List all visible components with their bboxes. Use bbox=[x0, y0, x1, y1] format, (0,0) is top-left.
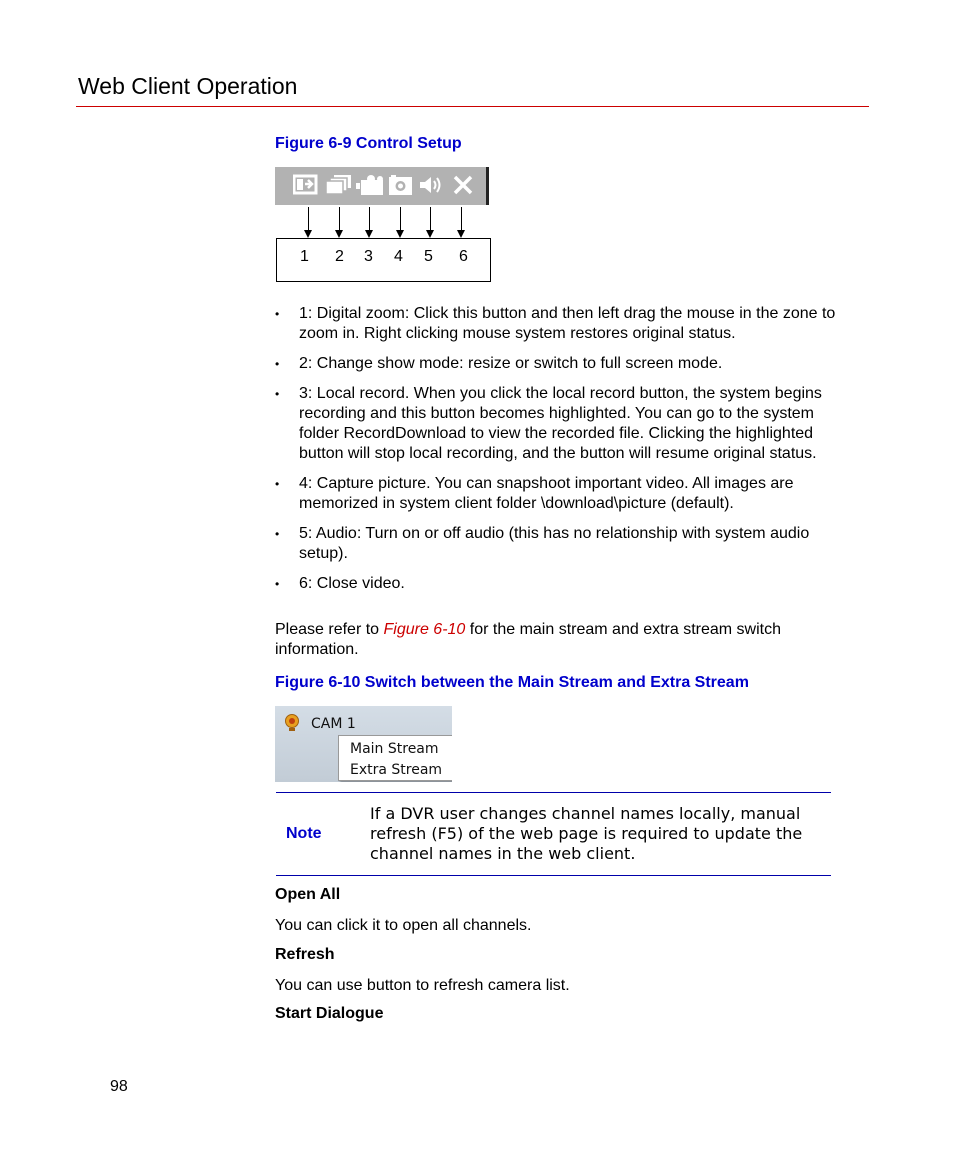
list-item: • 1: Digital zoom: Click this button and then left drag the mouse in the zone to zoom in. Right clicking mouse system restores original status. bbox=[275, 305, 836, 342]
local-record-icon bbox=[355, 174, 385, 196]
callout-number-3: 3 bbox=[364, 248, 373, 265]
camera-label[interactable]: CAM 1 bbox=[311, 716, 356, 732]
note-bottom-rule bbox=[276, 875, 831, 876]
menu-item-extra-stream[interactable]: Extra Stream bbox=[350, 762, 443, 778]
section-text-refresh: You can use button to refresh camera list. bbox=[275, 977, 570, 994]
audio-icon bbox=[418, 174, 444, 196]
control-description-list bbox=[275, 304, 850, 604]
stream-context-menu bbox=[338, 735, 452, 781]
header-divider bbox=[76, 106, 869, 107]
callout-number-1: 1 bbox=[300, 248, 309, 265]
list-item: • 4: Capture picture. You can snapshoot important video. All images are memorized in system client folder \download\picture (default). bbox=[275, 475, 794, 512]
list-item: • 3: Local record. When you click the local record button, the system begins recording and this button becomes highlighted. You can go to the system folder RecordDownload to view the recorded file. Clicking the highlighted button will stop local recording, and the button will resume original status. bbox=[275, 385, 822, 462]
callout-number-2: 2 bbox=[335, 248, 344, 265]
callout-number-6: 6 bbox=[459, 248, 468, 265]
section-text-open-all: You can click it to open all channels. bbox=[275, 917, 532, 934]
callout-arrow-3 bbox=[369, 207, 370, 232]
callout-arrow-1 bbox=[308, 207, 309, 232]
callout-number-4: 4 bbox=[394, 248, 403, 265]
section-heading-open-all: Open All bbox=[275, 886, 341, 903]
callout-arrow-4 bbox=[400, 207, 401, 232]
refer-paragraph: Please refer to Figure 6-10 for the main stream and extra stream switch information. bbox=[275, 621, 781, 658]
digital-zoom-icon bbox=[293, 174, 319, 196]
page-number: 98 bbox=[110, 1078, 128, 1095]
note-text: If a DVR user changes channel names locally, manual refresh (F5) of the web page is required to update the channel names in the web client. bbox=[370, 804, 803, 863]
list-item: • 6: Close video. bbox=[275, 575, 405, 592]
note-top-rule bbox=[276, 792, 831, 793]
figure-6-10-caption: Figure 6-10 Switch between the Main Stream and Extra Stream bbox=[275, 674, 749, 691]
capture-picture-icon bbox=[388, 174, 414, 196]
callout-arrow-6 bbox=[461, 207, 462, 232]
close-icon bbox=[452, 174, 474, 196]
callout-arrow-5 bbox=[430, 207, 431, 232]
figure-6-9-caption: Figure 6-9 Control Setup bbox=[275, 135, 462, 152]
note-label: Note bbox=[286, 825, 322, 842]
callout-arrow-2 bbox=[339, 207, 340, 232]
change-show-mode-icon bbox=[325, 174, 353, 196]
figure-6-10-link[interactable]: Figure 6-10 bbox=[383, 621, 466, 638]
menu-item-main-stream[interactable]: Main Stream bbox=[350, 741, 439, 757]
section-heading-refresh: Refresh bbox=[275, 946, 335, 963]
stream-switch-image bbox=[275, 706, 452, 782]
page-header-title: Web Client Operation bbox=[78, 73, 298, 99]
list-item: • 5: Audio: Turn on or off audio (this has no relationship with system audio setup). bbox=[275, 525, 810, 562]
callout-number-5: 5 bbox=[424, 248, 433, 265]
camera-icon bbox=[284, 714, 300, 732]
section-heading-start-dialogue: Start Dialogue bbox=[275, 1005, 384, 1022]
control-toolbar-image bbox=[275, 167, 489, 205]
list-item: • 2: Change show mode: resize or switch to full screen mode. bbox=[275, 355, 723, 372]
